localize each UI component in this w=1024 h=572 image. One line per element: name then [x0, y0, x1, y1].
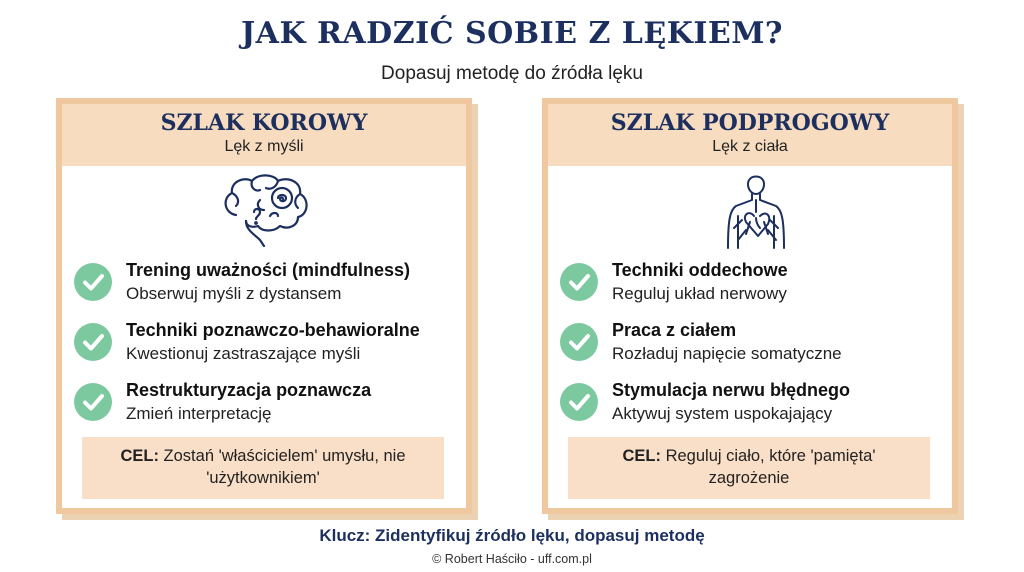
card-subtitle: Lęk z ciała	[712, 138, 788, 155]
goal-box	[568, 437, 930, 499]
method-desc: Reguluj układ nerwowy	[612, 284, 787, 303]
body-heart-icon	[706, 170, 806, 250]
goal-label: CEL:	[622, 447, 661, 465]
page-title: JAK RADZIĆ SOBIE Z LĘKIEM?	[240, 16, 784, 51]
check-icon	[560, 263, 598, 301]
method-item	[560, 380, 940, 434]
card-subthreshold	[542, 98, 958, 514]
page-subtitle: Dopasuj metodę do źródła lęku	[381, 63, 643, 84]
method-title: Restrukturyzacja poznawcza	[126, 380, 372, 400]
method-desc: Kwestionuj zastraszające myśli	[126, 344, 361, 363]
check-icon	[74, 383, 112, 421]
method-item	[74, 320, 454, 374]
check-icon	[560, 323, 598, 361]
card-header	[62, 104, 466, 166]
card-title: SZLAK PODPROGOWY	[610, 110, 890, 136]
copyright: © Robert Haściło - uff.com.pl	[432, 552, 592, 566]
check-icon	[74, 323, 112, 361]
method-desc: Zmień interpretację	[126, 404, 272, 423]
method-title: Techniki poznawczo-behawioralne	[126, 320, 420, 340]
check-icon	[560, 383, 598, 421]
key-takeaway: Klucz: Zidentyfikuj źródło lęku, dopasuj metodę	[319, 526, 705, 545]
method-desc: Rozładuj napięcie somatyczne	[612, 344, 842, 363]
goal-label: CEL:	[120, 447, 159, 465]
brain-icon	[216, 170, 316, 250]
card-title: SZLAK KOROWY	[160, 110, 368, 136]
method-item	[560, 320, 940, 374]
goal-text: Zostań 'właścicielem' umysłu, nie 'użytkownikiem'	[158, 447, 406, 487]
method-item	[74, 260, 454, 314]
method-item	[560, 260, 940, 314]
method-title: Trening uważności (mindfulness)	[126, 260, 411, 280]
goal-box	[82, 437, 444, 499]
card-cortical	[56, 98, 472, 514]
method-title: Stymulacja nerwu błędnego	[612, 380, 851, 400]
check-icon	[74, 263, 112, 301]
goal-text: Reguluj ciało, które 'pamięta' zagrożenie	[661, 447, 876, 487]
method-item	[74, 380, 454, 434]
method-title: Techniki oddechowe	[612, 260, 788, 280]
card-subtitle: Lęk z myśli	[224, 138, 304, 155]
card-header	[548, 104, 952, 166]
method-desc: Aktywuj system uspokajający	[612, 404, 833, 423]
method-title: Praca z ciałem	[612, 320, 737, 340]
method-desc: Obserwuj myśli z dystansem	[126, 284, 342, 303]
